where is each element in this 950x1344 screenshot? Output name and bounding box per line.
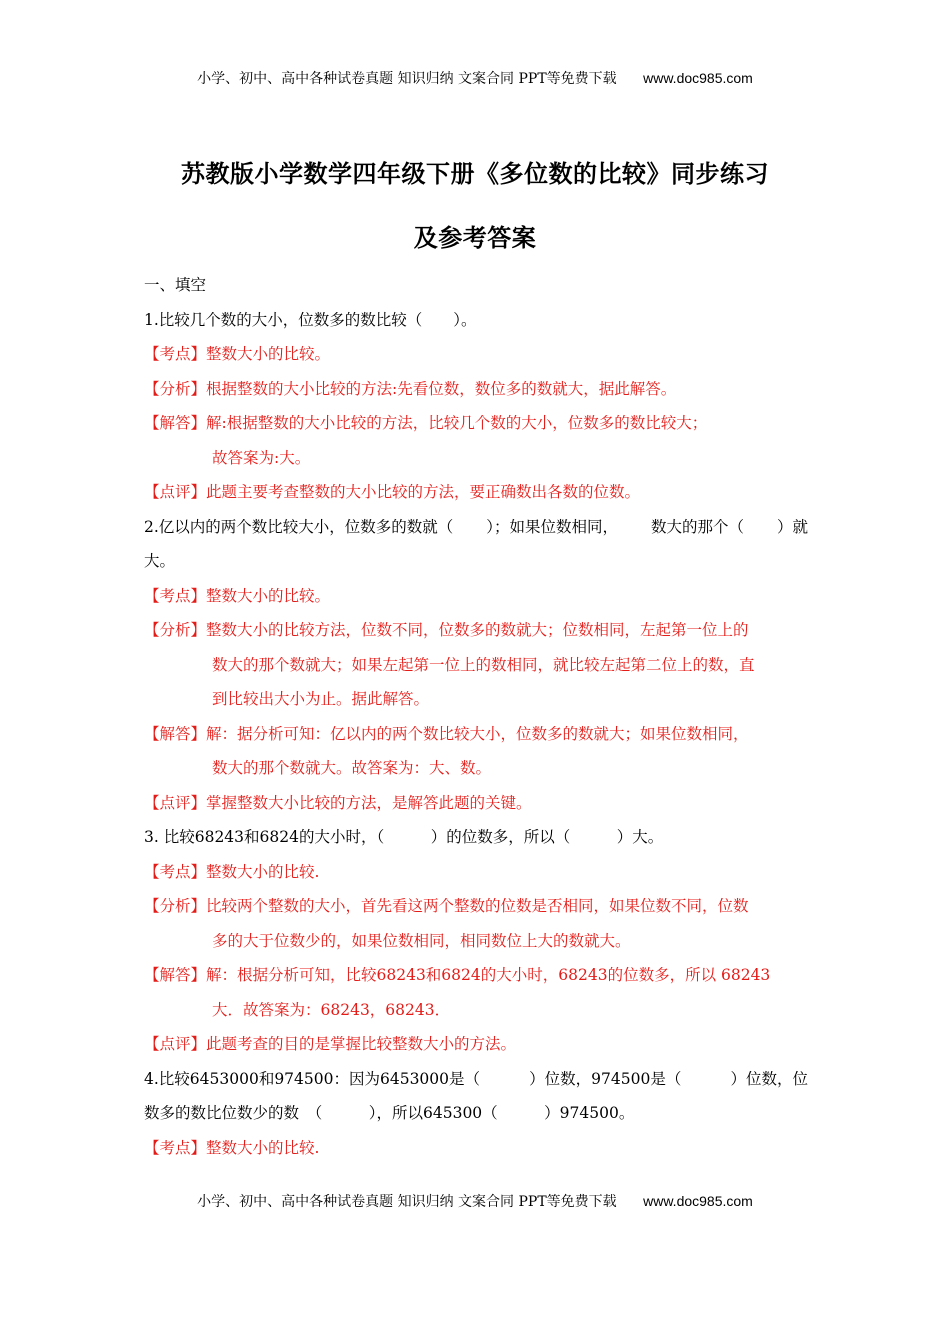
footer-url[interactable]: www.doc985.com	[643, 1193, 753, 1209]
question-1: 1.比较几个数的大小，位数多的数比较（ ）。	[144, 310, 477, 329]
q3-fenxi-cont: 多的大于位数少的，如果位数相同，相同数位上大的数就大。	[212, 931, 631, 950]
question-4	[144, 1070, 808, 1105]
q2-dianping: 【点评】掌握整数大小比较的方法，是解答此题的关键。	[144, 793, 532, 812]
q2-part-4: ）就	[776, 517, 808, 536]
q2-fenxi-cont: 数大的那个数就大；如果左起第一位上的数相同，就比较左起第二位上的数，直	[212, 655, 755, 674]
question-2	[144, 518, 808, 553]
q4-part-3: ）位数，位	[730, 1069, 808, 1088]
q1-dianping: 【点评】此题主要考查整数的大小比较的方法，要正确数出各数的位数。	[144, 483, 641, 501]
page-footer	[0, 1191, 950, 1211]
q2-kaodian: 【考点】整数大小的比较。	[144, 586, 331, 605]
q1-fenxi: 【分析】根据整数的大小比较的方法:先看位数，数位多的数就大，据此解答。	[144, 379, 677, 398]
q2-jieda: 【解答】解：据分析可知：亿以内的两个数比较大小，位数多的数就大；如果位数相同，	[144, 724, 749, 743]
q3-fenxi: 【分析】比较两个整数的大小，首先看这两个整数的位数是否相同，如果位数不同，位数	[144, 897, 749, 915]
question-3: 3. 比较68243和6824的大小时，（ ）的位数多，所以（ ）大。	[144, 828, 664, 846]
q1-jieda: 【解答】解:根据整数的大小比较的方法，比较几个数的大小，位数多的数比较大；	[144, 414, 708, 432]
q3-kaodian: 【考点】整数大小的比较.	[144, 862, 320, 881]
header-text: 小学、初中、高中各种试卷真题 知识归纳 文案合同 PPT等免费下载	[197, 71, 617, 87]
page-header	[0, 68, 950, 88]
q3-jieda: 【解答】解：根据分析可知，比较68243和6824的大小时，68243的位数多，所以 68243	[144, 966, 771, 984]
q2-fenxi: 【分析】整数大小的比较方法，位数不同，位数多的数就大；位数相同，左起第一位上的	[144, 621, 749, 639]
question-4-cont: 数多的数比位数少的数 （ ），所以645300（ ）974500。	[144, 1104, 635, 1122]
q4-kaodian: 【考点】整数大小的比较.	[144, 1138, 320, 1157]
q4-part-1: 4.比较6453000和974500：因为6453000是（	[144, 1069, 481, 1088]
q1-jieda-answer: 故答案为:大。	[212, 448, 311, 467]
q2-part-1: 2.亿以内的两个数比较大小，位数多的数就（	[144, 517, 454, 536]
section-heading: 一、填空	[144, 276, 207, 294]
footer-text: 小学、初中、高中各种试卷真题 知识归纳 文案合同 PPT等免费下载	[197, 1194, 617, 1210]
document-content	[144, 276, 808, 1173]
q2-part-3: 数大的那个（	[651, 517, 745, 536]
q2-fenxi-cont2: 到比较出大小为止。据此解答。	[212, 690, 430, 708]
header-url[interactable]: www.doc985.com	[643, 70, 753, 86]
document-title-line1: 苏教版小学数学四年级下册《多位数的比较》同步练习	[181, 160, 769, 188]
q2-jieda-cont: 数大的那个数就大。故答案为：大、数。	[212, 759, 492, 777]
q1-kaodian: 【考点】整数大小的比较。	[144, 345, 331, 363]
q3-dianping: 【点评】此题考查的目的是掌握比较整数大小的方法。	[144, 1035, 517, 1053]
q4-part-2: ）位数，974500是（	[529, 1069, 682, 1088]
question-2-cont: 大。	[144, 552, 176, 570]
q2-part-2: ）；如果位数相同，	[486, 517, 619, 536]
q3-jieda-cont: 大．故答案为：68243，68243．	[212, 1000, 451, 1019]
document-title-line2: 及参考答案	[413, 224, 537, 252]
